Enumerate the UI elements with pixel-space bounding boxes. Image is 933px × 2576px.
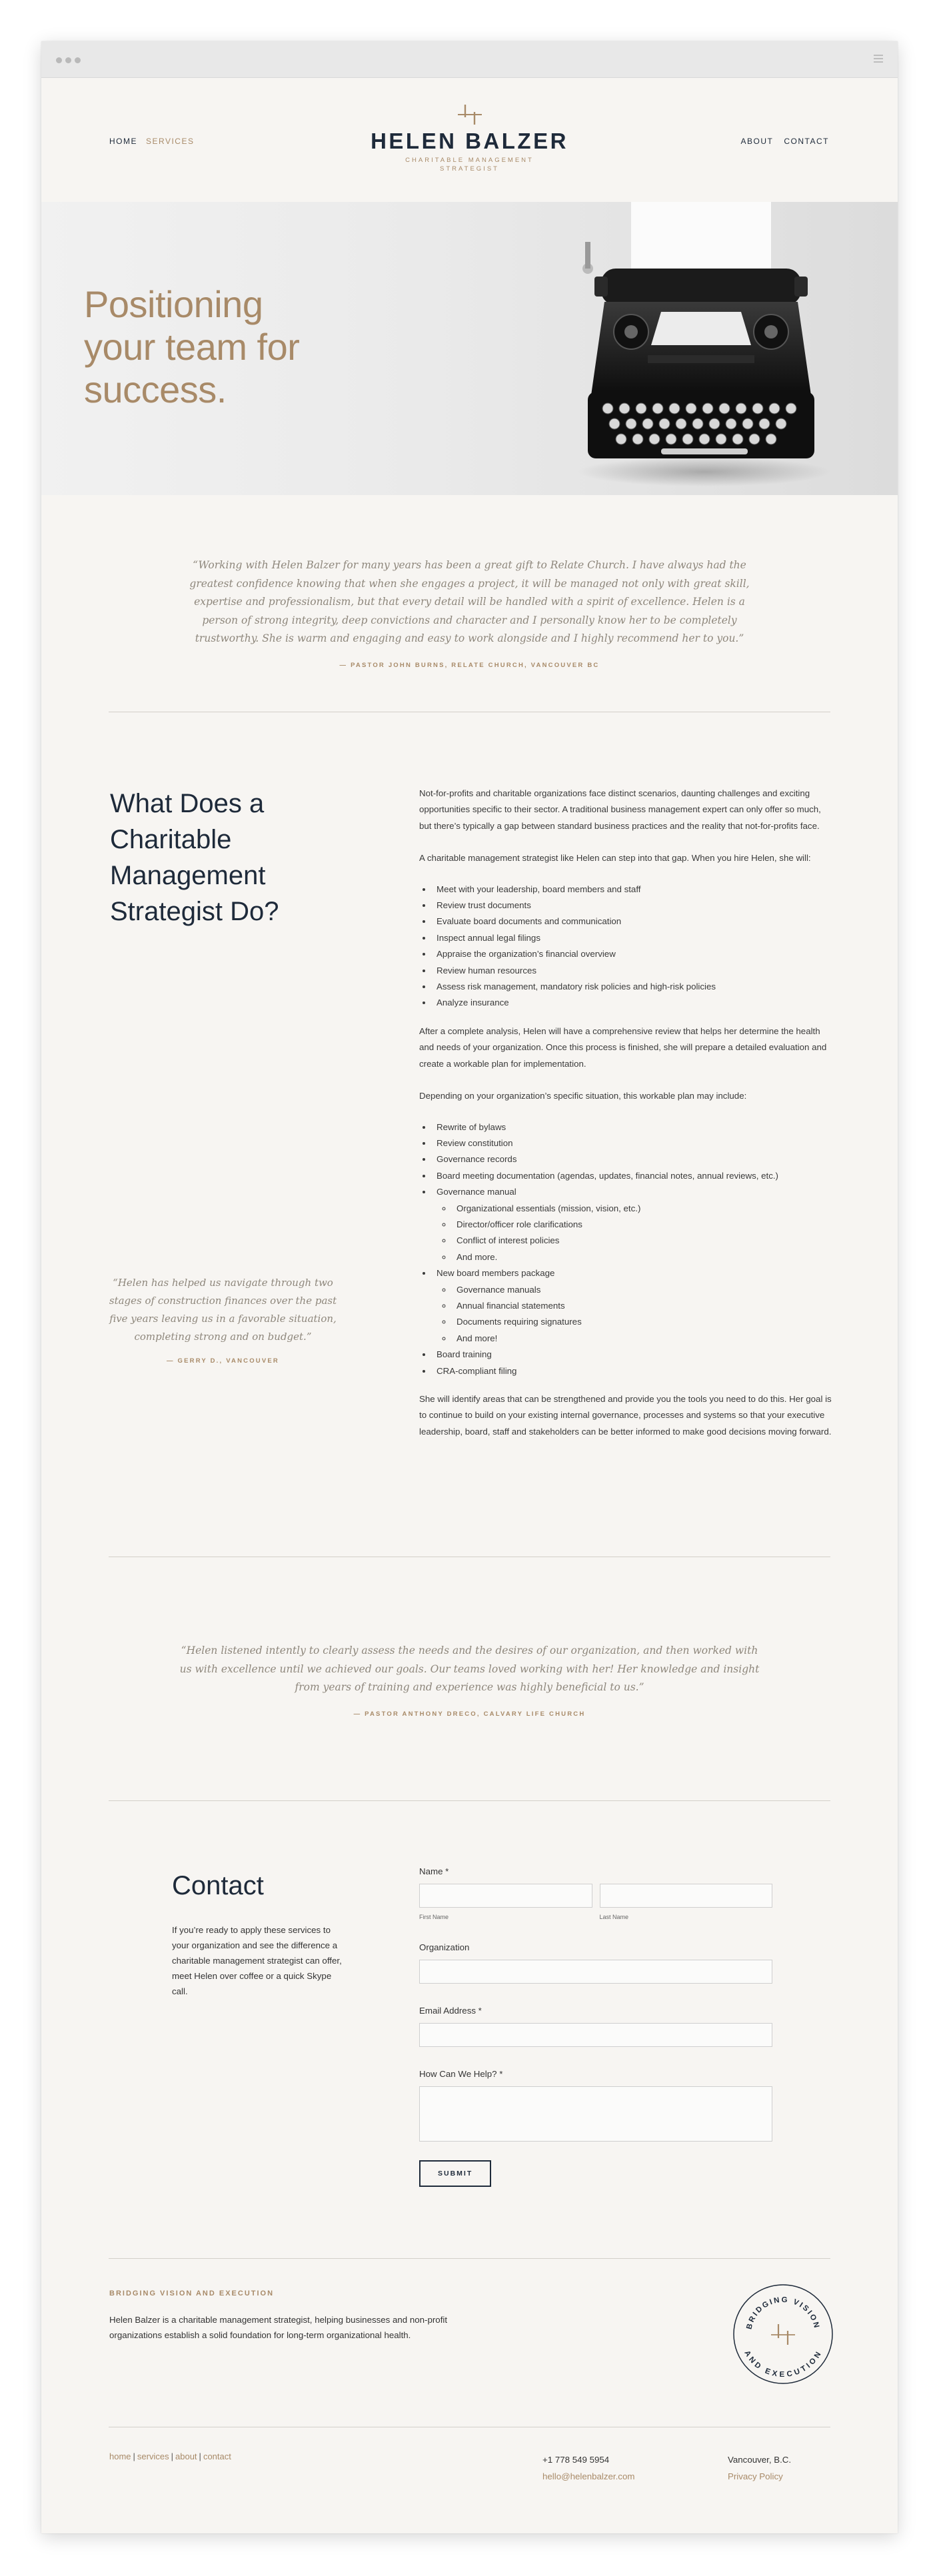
last-name-label: Last Name xyxy=(599,1914,629,1920)
sub-list xyxy=(453,1282,832,1347)
browser-toolbar xyxy=(41,41,898,78)
hamburger-menu-icon[interactable] xyxy=(874,55,883,65)
message-label: How Can We Help? * xyxy=(419,2069,503,2079)
site-footer xyxy=(41,2427,898,2507)
testimonial-quote: “Helen listened intently to clearly assess the needs and the desires of our organization, and then worked with us with excellence until we achieved our goals. Our teams loved working with her! Her knowledge and insight from years of training and experience was highly beneficial to us.” xyxy=(179,1644,760,1693)
list-item: • Board meeting documentation (agendas, updates, financial notes, annual reviews, etc.) xyxy=(433,1168,832,1184)
side-testimonial-attribution: — GERRY D., VANCOUVER xyxy=(166,1357,279,1365)
contact-intro: If you’re ready to apply these services to your organization and see the difference a charitable management strategist can offer, meet Helen over coffee or a quick Skype call. xyxy=(172,1925,342,1996)
contact-heading: Contact xyxy=(172,1871,264,1900)
list-item-label: New board members package xyxy=(437,1268,555,1279)
submit-button[interactable]: SUBMIT xyxy=(419,2160,491,2187)
last-name-group xyxy=(600,1884,773,1920)
testimonial-attribution: — PASTOR JOHN BURNS, RELATE CHURCH, VANCOUVER BC xyxy=(339,661,600,669)
bridging-badge-icon xyxy=(731,2282,835,2386)
logo-mark-icon xyxy=(455,103,484,126)
name-label: Name * xyxy=(419,1866,449,1876)
list-item: • Board training xyxy=(433,1347,832,1363)
list-item: • Governance records xyxy=(433,1151,832,1167)
logo-subtitle-2: STRATEGIST xyxy=(440,165,499,173)
badge-text-bottom: AND EXECUTION xyxy=(742,2349,824,2379)
footer-location: Vancouver, B.C. xyxy=(728,2455,792,2465)
paragraph: A charitable management strategist like Helen can step into that gap. When you hire Helen, she will: xyxy=(419,853,811,864)
sub-list-item: ◦ Annual financial statements xyxy=(453,1298,832,1314)
first-name-group xyxy=(419,1884,592,1920)
paragraph: Depending on your organization’s specific situation, this workable plan may include: xyxy=(419,1091,747,1101)
side-testimonial xyxy=(108,1274,338,1365)
services-heading-line: What Does a xyxy=(110,789,265,818)
email-field-group xyxy=(419,2006,772,2047)
services-heading-line: Charitable xyxy=(110,825,232,854)
organization-field-group xyxy=(419,1942,772,1984)
list-item xyxy=(433,1265,832,1347)
footer-link-about[interactable]: about xyxy=(175,2451,197,2461)
hero-title xyxy=(84,283,299,411)
about-footer-section xyxy=(41,2259,898,2427)
sub-list xyxy=(453,1201,832,1266)
first-name-input[interactable] xyxy=(419,1884,592,1908)
sub-list-item: ◦ And more! xyxy=(453,1331,832,1347)
nav-home[interactable]: HOME xyxy=(109,137,137,146)
window-controls xyxy=(56,57,81,63)
footer-privacy-link[interactable]: Privacy Policy xyxy=(728,2471,783,2481)
footer-email[interactable]: hello@helenbalzer.com xyxy=(542,2471,635,2481)
footer-contact-info xyxy=(542,2451,634,2485)
sub-list-item: ◦ Conflict of interest policies xyxy=(453,1233,832,1249)
contact-form xyxy=(419,1866,772,2187)
footer-link-services[interactable]: services xyxy=(137,2451,169,2461)
services-body xyxy=(419,786,832,1456)
hero-title-line: success. xyxy=(84,368,227,410)
footer-link-contact[interactable]: contact xyxy=(203,2451,231,2461)
review-list xyxy=(433,882,832,1011)
hero-title-line: Positioning xyxy=(84,283,263,325)
hero-banner xyxy=(41,202,898,495)
email-label: Email Address * xyxy=(419,2006,482,2016)
testimonial-attribution: — PASTOR ANTHONY DRECO, CALVARY LIFE CHURCH xyxy=(353,1710,586,1718)
side-testimonial-quote: “Helen has helped us navigate through two stages of construction finances over the past five years leaving us in a favorable situation, completing strong and on budget.” xyxy=(109,1277,337,1343)
window-dot-icon[interactable] xyxy=(65,57,71,63)
contact-section xyxy=(41,1801,898,2258)
svg-text:BRIDGING VISION xyxy=(745,2296,820,2330)
footer-link-home[interactable]: home xyxy=(109,2451,131,2461)
testimonial-section-2 xyxy=(41,1557,898,1800)
list-item-label: Governance manual xyxy=(437,1187,516,1197)
sub-list-item: ◦ Governance manuals xyxy=(453,1282,832,1298)
footer-location-info xyxy=(728,2451,791,2485)
list-item: • Meet with your leadership, board members and staff xyxy=(433,882,832,898)
services-heading-line: Strategist Do? xyxy=(110,897,279,926)
badge-text-top: BRIDGING VISION xyxy=(745,2295,821,2331)
name-field-group xyxy=(419,1866,772,1920)
organization-label: Organization xyxy=(419,1942,470,1952)
list-item: • Rewrite of bylaws xyxy=(433,1119,832,1135)
list-item: • Evaluate board documents and communication xyxy=(433,914,832,930)
last-name-input[interactable] xyxy=(600,1884,773,1908)
services-heading-line: Management xyxy=(110,861,266,890)
list-item: • Inspect annual legal filings xyxy=(433,930,832,946)
sub-list-item: ◦ Organizational essentials (mission, vision, etc.) xyxy=(453,1201,832,1217)
sub-list-item: ◦ And more. xyxy=(453,1249,832,1265)
browser-window xyxy=(41,41,898,2533)
paragraph: After a complete analysis, Helen will have a comprehensive review that helps her determine the health and needs of your organization. Once this process is finished, she will prepare a detailed evaluation and create a workable plan for implementation. xyxy=(419,1025,827,1069)
list-item: • Appraise the organization’s financial overview xyxy=(433,946,832,962)
site-header xyxy=(41,78,898,202)
footer-nav: home | services | about | contact xyxy=(109,2451,231,2461)
services-heading xyxy=(110,786,279,930)
nav-about[interactable]: ABOUT xyxy=(740,137,774,146)
list-item: • Review constitution xyxy=(433,1135,832,1151)
paragraph: Not-for-profits and charitable organizations face distinct scenarios, daunting challenges and exciting opportunities specific to their sector. A traditional business management expert can only offer so much, but there’s typically a gap between standard business practices and the reality that not-for-profits face. xyxy=(419,788,821,831)
sub-list-item: ◦ Director/officer role clarifications xyxy=(453,1217,832,1233)
list-item: • CRA-compliant filing xyxy=(433,1363,832,1379)
organization-input[interactable] xyxy=(419,1960,772,1984)
services-section xyxy=(41,712,898,1557)
paragraph: She will identify areas that can be strengthened and provide you the tools you need to do this. Her goal is to continue to build on your existing internal governance, processes and systems so that your executive leadership, board, staff and stakeholders can be better informed to make good decisions moving forward. xyxy=(419,1394,832,1437)
window-dot-icon[interactable] xyxy=(75,57,81,63)
first-name-label: First Name xyxy=(419,1914,449,1920)
testimonial-section xyxy=(41,495,898,712)
window-dot-icon[interactable] xyxy=(56,57,62,63)
logo-name: HELEN BALZER xyxy=(371,129,568,153)
typewriter-image xyxy=(568,202,841,495)
list-item: • Assess risk management, mandatory risk policies and high-risk policies xyxy=(433,979,832,995)
footer-description: Helen Balzer is a charitable management strategist, helping businesses and non-profit organizations establish a solid foundation for long-term organizational health. xyxy=(109,2315,448,2340)
message-textarea[interactable] xyxy=(419,2086,772,2142)
hero-title-line: your team for xyxy=(84,326,300,368)
list-item: • Review trust documents xyxy=(433,898,832,914)
logo-subtitle: CHARITABLE MANAGEMENT xyxy=(405,157,534,164)
nav-services[interactable]: SERVICES xyxy=(146,137,195,146)
email-input[interactable] xyxy=(419,2023,772,2047)
footer-phone[interactable]: +1 778 549 5954 xyxy=(542,2455,610,2465)
list-item: • Analyze insurance xyxy=(433,995,832,1011)
primary-nav-right xyxy=(741,137,829,146)
message-field-group xyxy=(419,2069,772,2142)
footer-heading: BRIDGING VISION AND EXECUTION xyxy=(109,2289,275,2297)
list-item: • Review human resources xyxy=(433,963,832,979)
testimonial-quote: “Working with Helen Balzer for many years has been a great gift to Relate Church. I have always had the greatest confidence knowing that when she engages a project, it will be managed not only with great skill, expertise and professionalism, but that every detail will be handled with a spirit of excellence. Helen is a person of strong integrity, deep convictions and character and I personally know her to be completely trustworthy. She is warm and engaging and easy to work alongside and I highly recommend her to you.” xyxy=(189,559,750,644)
sub-list-item: ◦ Documents requiring signatures xyxy=(453,1314,832,1330)
list-item xyxy=(433,1184,832,1265)
nav-contact[interactable]: CONTACT xyxy=(784,137,829,146)
name-row xyxy=(419,1884,772,1920)
plan-list xyxy=(433,1119,832,1380)
